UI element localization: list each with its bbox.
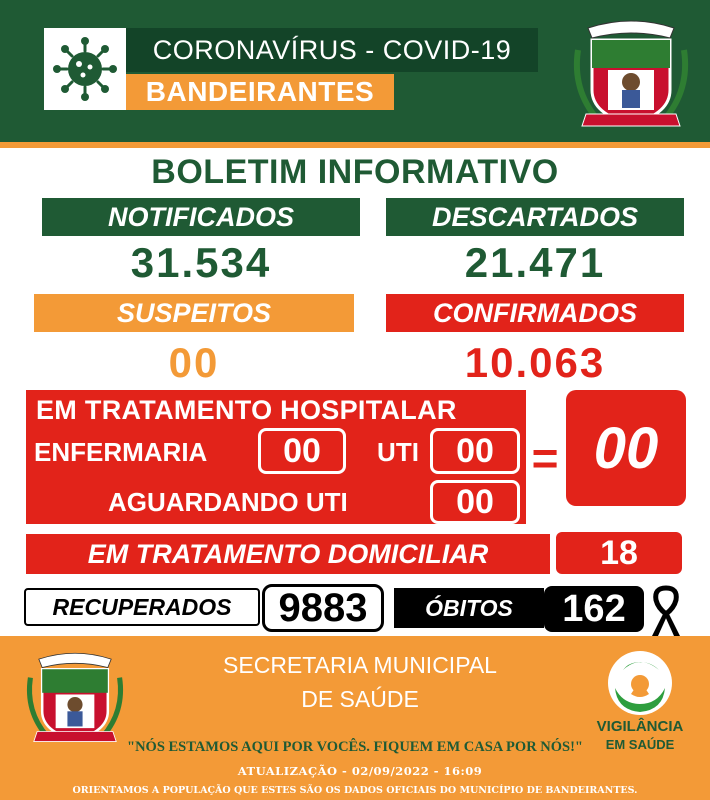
domiciliar-value: 18 <box>556 532 682 574</box>
vigilancia-logo-icon <box>590 648 690 718</box>
equals-sign: = <box>531 432 559 484</box>
domiciliar-label: EM TRATAMENTO DOMICILIAR <box>26 534 550 574</box>
secretaria-line2: DE SAÚDE <box>301 685 419 712</box>
header-stripe <box>0 142 710 148</box>
secretaria-line1: SECRETARIA MUNICIPAL <box>223 651 497 678</box>
aguardando-uti-value: 00 <box>430 480 520 524</box>
suspeitos-label: SUSPEITOS <box>34 294 354 332</box>
confirmados-label: CONFIRMADOS <box>386 294 684 332</box>
recuperados-value: 9883 <box>262 584 384 632</box>
mourning-ribbon-icon <box>648 584 684 638</box>
descartados-value: 21.471 <box>464 239 606 286</box>
notificados-label: NOTIFICADOS <box>42 198 360 236</box>
recuperados-label: RECUPERADOS <box>24 588 260 626</box>
official-data-note: ORIENTAMOS A POPULAÇÃO QUE ESTES SÃO OS DADOS OFICIAIS DO MUNICÍPIO DE BANDEIRANTES. <box>72 784 638 796</box>
update-timestamp: ATUALIZAÇÃO - 02/09/2022 - 16:09 <box>237 764 483 778</box>
title-bar: CORONAVÍRUS - COVID-19 <box>126 28 538 72</box>
boletim-title: BOLETIM INFORMATIVO <box>151 152 559 191</box>
obitos-label: ÓBITOS <box>394 588 544 628</box>
em-saude-text: EM SAÚDE <box>605 736 675 752</box>
coronavirus-icon <box>44 28 126 110</box>
city-crest-icon <box>568 10 694 136</box>
hospitalar-title: EM TRATAMENTO HOSPITALAR <box>36 394 457 425</box>
quote-text: "NÓS ESTAMOS AQUI POR VOCÊS. FIQUEM EM CASA POR NÓS!" <box>127 738 583 755</box>
vigilancia-text: VIGILÂNCIA <box>596 717 684 735</box>
uti-label: UTI <box>377 436 419 467</box>
confirmados-value: 10.063 <box>464 339 606 386</box>
hospitalar-total: 00 <box>566 390 686 506</box>
city-bar: BANDEIRANTES <box>126 74 394 110</box>
obitos-value: 162 <box>544 586 644 632</box>
notificados-value: 31.534 <box>130 239 272 286</box>
enfermaria-value: 00 <box>258 428 346 474</box>
uti-value: 00 <box>430 428 520 474</box>
descartados-label: DESCARTADOS <box>386 198 684 236</box>
suspeitos-value: 00 <box>168 339 220 386</box>
aguardando-uti-label: AGUARDANDO UTI <box>108 486 348 517</box>
enfermaria-label: ENFERMARIA <box>34 436 208 467</box>
